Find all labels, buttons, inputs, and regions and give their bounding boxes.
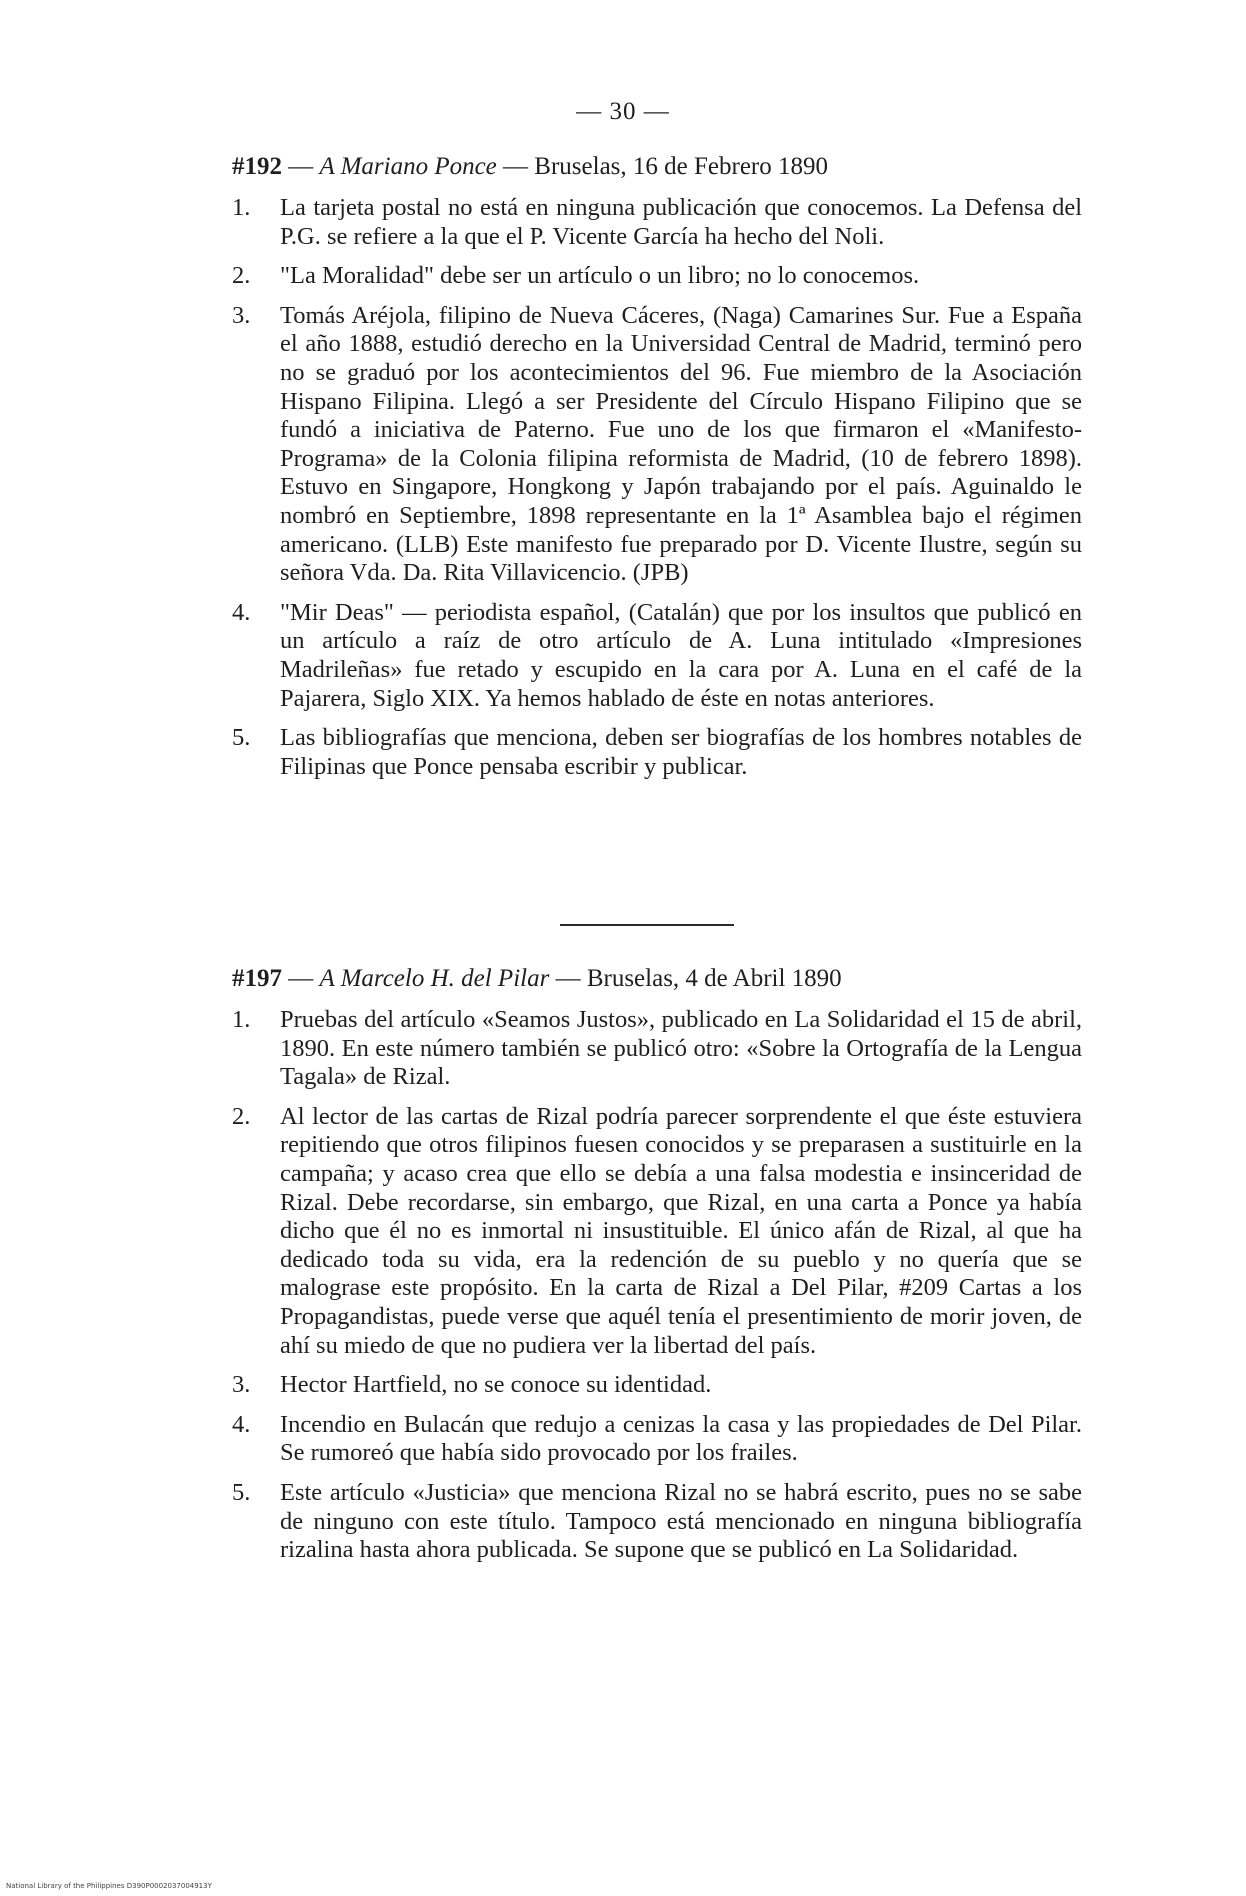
note-item	[232, 599, 1082, 713]
note-item	[232, 724, 1082, 781]
note-text: Tomás Aréjola, filipino de Nueva Cáceres, (Naga) Camarines Sur. Fue a España el año 1888, estudió derecho en la Universidad Central de Madrid, terminó pero no se graduó por los acontecimientos del 96. Fue miembro de la Asociación Hispano Filipina. Llegó a ser Presidente del Círculo Hispano Filipino que se fundó a iniciativa de Paterno. Fue uno de los que firmaron el «Manifesto-Programa» de la Colonia filipina reformista de Madrid, (10 de febrero 1898). Estuvo en Singapore, Hongkong y Japón trabajando por el país. Aguinaldo le nombró en Septiembre, 1898 representante en la 1ª Asamblea bajo el régimen americano. (LLB) Este manifesto fue preparado por D. Vicente Ilustre, según su señora Vda. Da. Rita Villavicencio. (JPB)	[280, 301, 1082, 587]
letter-addressee: A Marcelo H. del Pilar	[319, 965, 550, 992]
note-marker: 5.	[232, 724, 251, 752]
note-item	[232, 262, 1082, 291]
note-item	[232, 1006, 1082, 1092]
section-letter-197	[232, 962, 1082, 1576]
note-text: "La Moralidad" debe ser un artículo o un libro; no lo conocemos.	[280, 262, 920, 290]
note-marker: 3.	[232, 1371, 251, 1399]
library-watermark: National Library of the Philippines D390P0002037004913Y	[6, 1882, 212, 1890]
note-item	[232, 1103, 1082, 1360]
note-text: Pruebas del artículo «Seamos Justos», publicado en La Solidaridad el 15 de abril, 1890. En este número también se publicó otro: «Sobre la Ortografía de la Lengua Tagala» de Rizal.	[280, 1006, 1082, 1091]
heading-dash: —	[549, 965, 587, 992]
note-item	[232, 1371, 1082, 1400]
letter-place-date: Bruselas, 16 de Febrero 1890	[534, 153, 828, 180]
note-item	[232, 1479, 1082, 1565]
note-item	[232, 1411, 1082, 1468]
notes-list	[232, 1006, 1082, 1565]
note-marker: 1.	[232, 194, 251, 221]
letter-number: #197	[232, 965, 282, 992]
letter-place-date: Bruselas, 4 de Abril 1890	[586, 965, 842, 992]
heading-dash: —	[496, 153, 535, 180]
heading-dash: —	[282, 153, 320, 180]
section-divider	[560, 924, 734, 926]
note-text: Hector Hartfield, no se conoce su identidad.	[280, 1371, 712, 1399]
note-marker: 3.	[232, 301, 251, 329]
note-marker: 4.	[232, 1410, 251, 1438]
note-item	[232, 302, 1082, 588]
note-marker: 2.	[232, 262, 251, 290]
section-letter-192	[232, 150, 1082, 792]
notes-list	[232, 194, 1082, 781]
note-marker: 5.	[232, 1478, 251, 1506]
note-text: Incendio en Bulacán que redujo a cenizas la casa y las propiedades de Del Pilar. Se rumoreó que había sido provocado por los frailes.	[280, 1410, 1082, 1467]
note-item	[232, 194, 1082, 251]
note-text: "Mir Deas" — periodista español, (Catalán) que por los insultos que publicó en un artículo a raíz de otro artículo de A. Luna intitulado «Impresiones Madrileñas» fue retado y escupido en la cara por A. Luna en el café de la Pajarera, Siglo XIX. Ya hemos hablado de éste en notas anteriores.	[280, 598, 1082, 712]
heading-dash: —	[282, 965, 320, 992]
note-text: Al lector de las cartas de Rizal podría parecer sorprendente el que éste estuviera repitiendo que otros filipinos fuesen conocidos y se preparasen a sustituirle en la campaña; y acaso crea que ello se debía a una falsa modestia e insinceridad de Rizal. Debe recordarse, sin embargo, que Rizal, en una carta a Ponce ya había dicho que él no es inmortal ni insustituible. El único afán de Rizal, al que ha dedicado toda su vida, era la redención de su pueblo y no quería que se malograse este propósito. En la carta de Rizal a Del Pilar, #209 Cartas a los Propagandistas, puede verse que aquél tenía el presentimiento de morir joven, de ahí su miedo de que no pudiera ver la libertad del país.	[280, 1102, 1082, 1359]
page-number: — 30 —	[576, 98, 670, 125]
note-text: Este artículo «Justicia» que menciona Rizal no se habrá escrito, pues no se sabe de ninguno con este título. Tampoco está mencionado en ninguna bibliografía rizalina hasta ahora publicada. Se supone que se publicó en La Solidaridad.	[280, 1478, 1082, 1564]
letter-number: #192	[232, 153, 282, 180]
note-text: La tarjeta postal no está en ninguna publicación que conocemos. La Defensa del P.G. se refiere a la que el P. Vicente García ha hecho del Noli.	[280, 194, 1082, 250]
note-marker: 1.	[232, 1006, 251, 1033]
section-heading	[232, 150, 1082, 184]
letter-addressee: A Mariano Ponce	[319, 153, 497, 180]
section-heading	[232, 962, 1082, 996]
note-marker: 2.	[232, 1102, 251, 1130]
note-text: Las bibliografías que menciona, deben ser biografías de los hombres notables de Filipinas que Ponce pensaba escribir y publicar.	[280, 724, 1082, 780]
note-marker: 4.	[232, 598, 251, 626]
